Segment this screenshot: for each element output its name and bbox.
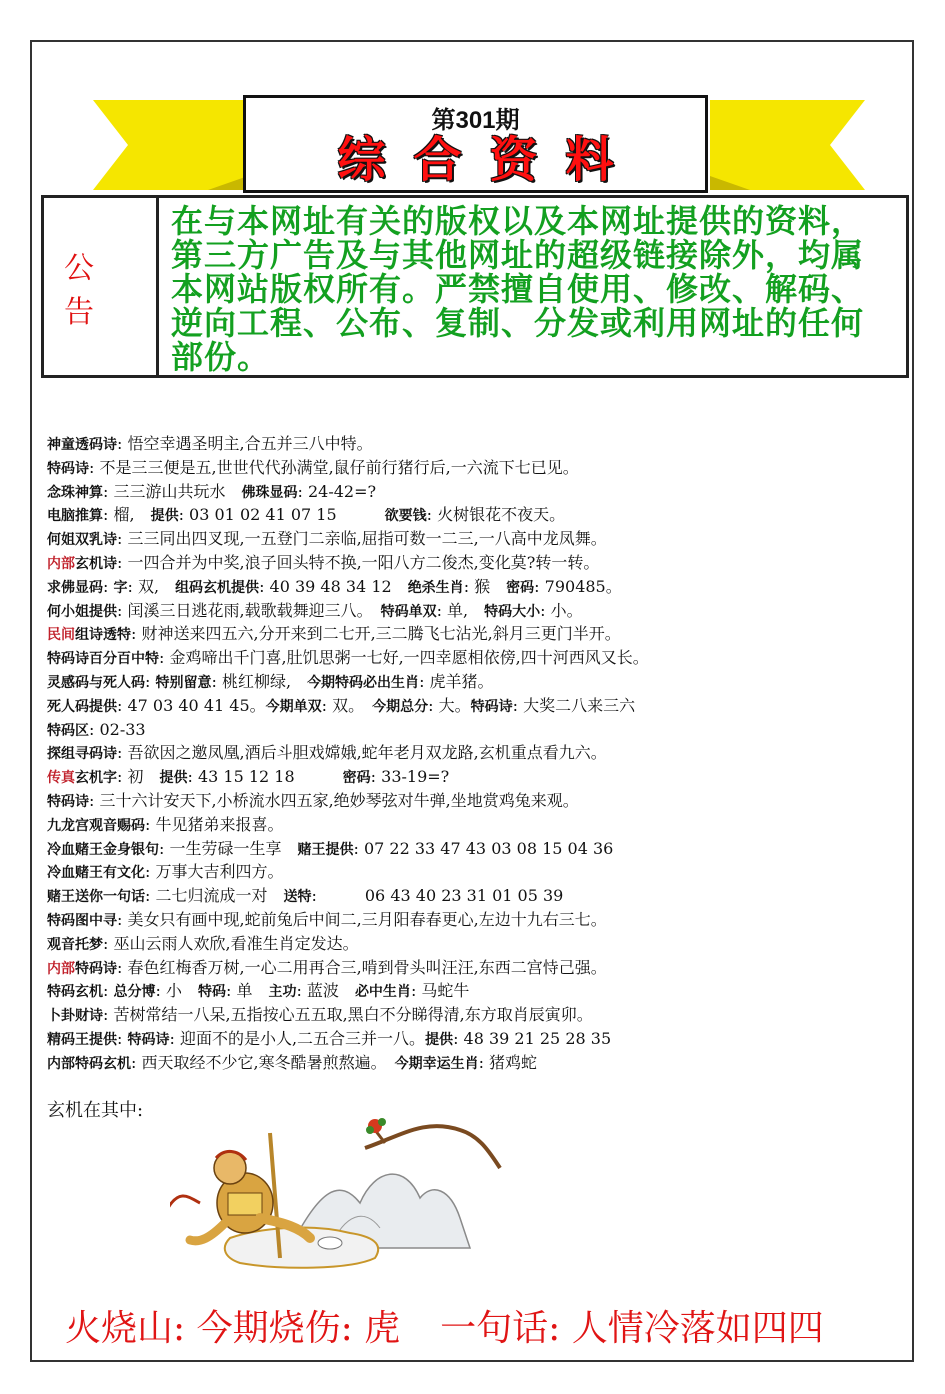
line-text: : 大奖二八来三六 (512, 695, 636, 715)
line-text: : 03 01 02 41 07 15 (178, 505, 385, 525)
line-text: : 48 39 21 25 28 35 (453, 1028, 612, 1048)
info-line (47, 741, 907, 765)
notice-box (41, 195, 909, 378)
info-lines (47, 432, 907, 1075)
line-label: 密码 (342, 770, 371, 787)
line-text: : 24-42=? (297, 481, 377, 501)
line-text: : 单, (436, 600, 485, 620)
line-text: : (145, 671, 156, 691)
info-line (47, 622, 907, 646)
line-text: : 07 22 33 47 43 03 08 15 04 36 (353, 838, 614, 858)
line-text: : 牛见猪弟来报喜。 (145, 814, 284, 834)
line-text: : 小 (155, 981, 198, 1001)
info-line (47, 527, 907, 551)
line-label: 冷血赌王金身银句 (47, 841, 159, 858)
line-text: : 万事大吉利四方。 (145, 862, 284, 882)
line-label: 内部 (47, 555, 75, 572)
info-line (47, 908, 907, 932)
line-text: : (103, 576, 114, 596)
line-label: 传真 (47, 770, 75, 787)
line-label: 今期单双 (265, 698, 322, 715)
line-label: 特码图中寻 (47, 912, 117, 929)
line-label: 特别留意 (155, 674, 212, 691)
line-text: : 初 (117, 767, 160, 787)
info-line (47, 932, 907, 956)
line-text: : 美女只有画中现,蛇前兔后中间二,三月阳春春更心,左边十九右三七。 (117, 909, 607, 929)
line-label: 死人码提供 (47, 698, 117, 715)
line-label: 神童透码诗 (47, 437, 117, 453)
line-text: : 悟空幸遇圣明主,合五并三八中特。 (117, 434, 373, 453)
line-text: : 火树银花不夜天。 (426, 505, 566, 525)
line-label: 佛珠显码 (241, 484, 298, 501)
info-line (47, 1003, 907, 1027)
line-label: 卜卦财诗 (47, 1008, 103, 1025)
notice-label: 公告 (44, 198, 159, 375)
line-text: : 猪鸡蛇 (478, 1052, 538, 1072)
line-text: : 三三同出四叉现,一五登门二亲临,屈指可数一二三,一八高中龙凤舞。 (117, 529, 607, 549)
line-text: : 33-19=? (370, 767, 450, 787)
line-text: : 小。 (540, 600, 583, 620)
line-label: 九龙宫观音赐码 (47, 817, 145, 834)
line-text: : 巫山云雨人欢欣,看准生肖定发达。 (103, 933, 359, 953)
line-text: : 三十六计安天下,小桥流水四五家,绝妙琴弦对牛弹,坐地赏鸡兔来观。 (89, 790, 579, 810)
line-text: : 财神送来四五六,分开来到二七开,三二腾飞七沾光,斜月三更门半开。 (131, 624, 621, 644)
line-text: : 单 (225, 981, 269, 1001)
line-label: 赌王提供 (297, 841, 354, 858)
line-text: : 一生劳碌一生享 (159, 838, 298, 858)
line-label: 特码诗百分百中特 (47, 651, 159, 668)
line-text: : 马蛇牛 (410, 981, 470, 1001)
line-label: 字 (113, 579, 128, 596)
line-text: : 02-33 (89, 719, 146, 739)
info-line (47, 1051, 907, 1075)
line-label: 观音托梦 (47, 936, 103, 953)
info-line (47, 575, 907, 599)
line-label: 密码 (506, 579, 535, 596)
line-label: 民间 (47, 627, 75, 644)
line-text: : 金鸡啼出千门喜,肚饥思粥一七好,一四幸愿相依傍,四十河西风又长。 (159, 648, 649, 668)
header-box (243, 95, 708, 193)
info-line (47, 694, 907, 718)
line-label: 特码区 (47, 722, 89, 739)
line-text: : 790485。 (534, 576, 622, 596)
page-title: 综合资料 (337, 132, 642, 188)
line-label: 组诗透特 (75, 627, 131, 644)
line-label: 冷血赌王有文化 (47, 865, 145, 882)
info-line (47, 718, 907, 742)
line-label: 玄机字 (75, 770, 117, 787)
line-label: 赌王送你一句话 (47, 889, 145, 906)
line-label: 精码王提供 (47, 1031, 117, 1048)
line-label: 主功 (268, 984, 297, 1001)
line-label: 特码玄机 (47, 984, 103, 1001)
line-text: : 40 39 48 34 12 (259, 576, 408, 596)
info-line (47, 1027, 907, 1051)
info-line (47, 670, 907, 694)
line-label: 组码玄机提供 (175, 579, 260, 596)
line-label: 何姐双乳诗 (47, 532, 117, 549)
footer-banner (65, 1300, 824, 1351)
line-text: : 春色红梅香万树,一心二用再合三,啃到骨头叫汪汪,东西二宫恃己强。 (117, 957, 607, 977)
line-text: : 47 03 40 41 45。 (117, 695, 266, 715)
line-text: : 西天取经不少它,寒冬酷暑煎熬遍。 (131, 1052, 395, 1072)
line-text: : (117, 1028, 128, 1048)
line-label: 绝杀生肖 (407, 579, 464, 596)
line-text: : 二七归流成一对 (145, 886, 284, 906)
left-ribbon (88, 98, 258, 198)
info-line (47, 860, 907, 884)
footer-one-line: 一句话: 人情冷落如四四 (440, 1308, 824, 1349)
info-line (47, 884, 907, 908)
line-label: 何小姐提供 (47, 603, 117, 620)
monkey-king-illustration (170, 1108, 510, 1283)
line-text: : 43 15 12 18 (187, 767, 343, 787)
line-text: : 榴, (103, 505, 151, 525)
line-label: 特码诗 (47, 793, 89, 810)
info-line (47, 979, 907, 1003)
info-line (47, 837, 907, 861)
line-text: : 蓝波 (296, 981, 355, 1001)
line-text: : 桃红柳绿, (211, 671, 308, 691)
line-label: 探组寻码诗 (47, 746, 117, 763)
line-label: 内部特码玄机 (47, 1055, 131, 1072)
xuanji-caption: 玄机在其中: (47, 1100, 144, 1121)
line-label: 特码诗 (127, 1031, 170, 1048)
line-text: : 双, (127, 576, 176, 596)
line-label: 提供 (159, 770, 188, 787)
info-line (47, 432, 907, 456)
line-text: : 迎面不的是小人,二五合三并一八。 (169, 1028, 426, 1048)
line-text: : 猴 (463, 576, 507, 596)
line-label: 念珠神算 (47, 484, 103, 501)
info-line (47, 599, 907, 623)
line-text: : 双。 (321, 695, 373, 715)
line-label: 玄机诗 (75, 555, 117, 572)
line-text: : (103, 981, 114, 1001)
line-label: 特码诗 (47, 460, 89, 477)
info-line (47, 551, 907, 575)
line-text: : 闰溪三日逃花雨,载歌载舞迎三八。 (117, 600, 381, 620)
line-text: : 虎羊猪。 (419, 671, 494, 691)
line-label: 提供 (425, 1031, 454, 1048)
line-text: : 06 43 40 23 31 01 05 39 (311, 886, 564, 906)
info-line (47, 503, 907, 527)
info-line (47, 813, 907, 837)
issue-number: 第301期 (431, 107, 520, 134)
info-line (47, 956, 907, 980)
line-label: 送特 (283, 889, 312, 906)
line-label: 特码 (197, 984, 226, 1001)
line-label: 灵感码与死人码 (47, 674, 145, 691)
line-text: : 大。 (428, 695, 471, 715)
line-text: : 三三游山共玩水 (103, 481, 242, 501)
line-label: 特码诗 (75, 960, 117, 977)
line-label: 必中生肖 (354, 984, 411, 1001)
line-text: : 苦树常结一八呆,五指按心五五取,黑白不分睇得清,东方取肖辰寅卯。 (103, 1005, 593, 1025)
line-label: 电脑推算 (47, 508, 103, 525)
line-label: 今期总分 (372, 698, 429, 715)
line-label: 特码诗 (470, 698, 513, 715)
info-line (47, 456, 907, 480)
info-line (47, 765, 907, 789)
line-text: : 一四合并为中奖,浪子回头特不换,一阳八方二俊杰,变化莫?转一转。 (117, 552, 600, 572)
info-line (47, 789, 907, 813)
line-label: 内部 (47, 960, 75, 977)
line-text: : 不是三三便是五,世世代代孙满堂,鼠仔前行猪行后,一六流下七已见。 (89, 457, 579, 477)
right-ribbon (700, 98, 870, 198)
line-label: 今期特码必出生肖 (307, 674, 420, 691)
line-label: 今期幸运生肖 (394, 1055, 479, 1072)
info-line (47, 480, 907, 504)
line-label: 求佛显码 (47, 579, 103, 596)
line-label: 提供 (150, 508, 179, 525)
line-label: 特码大小 (484, 603, 541, 620)
line-label: 欲要钱 (384, 508, 427, 525)
notice-text: 在与本网址有关的版权以及本网址提供的资料，第三方广告及与其他网址的超级链接除外，均属本网站版权所有。严禁擅自使用、修改、解码、逆向工程、公布、复制、分发或利用网址的任何部份。 (171, 202, 865, 376)
line-text: : 吾欲因之邀凤凰,酒后斗胆戏嫦娥,蛇年老月双龙路,玄机重点看九六。 (117, 743, 607, 763)
line-label: 特码单双 (380, 603, 437, 620)
footer-fire-mountain: 火烧山: 今期烧伤: 虎 (65, 1308, 401, 1349)
line-label: 总分博 (113, 984, 156, 1001)
info-line (47, 646, 907, 670)
